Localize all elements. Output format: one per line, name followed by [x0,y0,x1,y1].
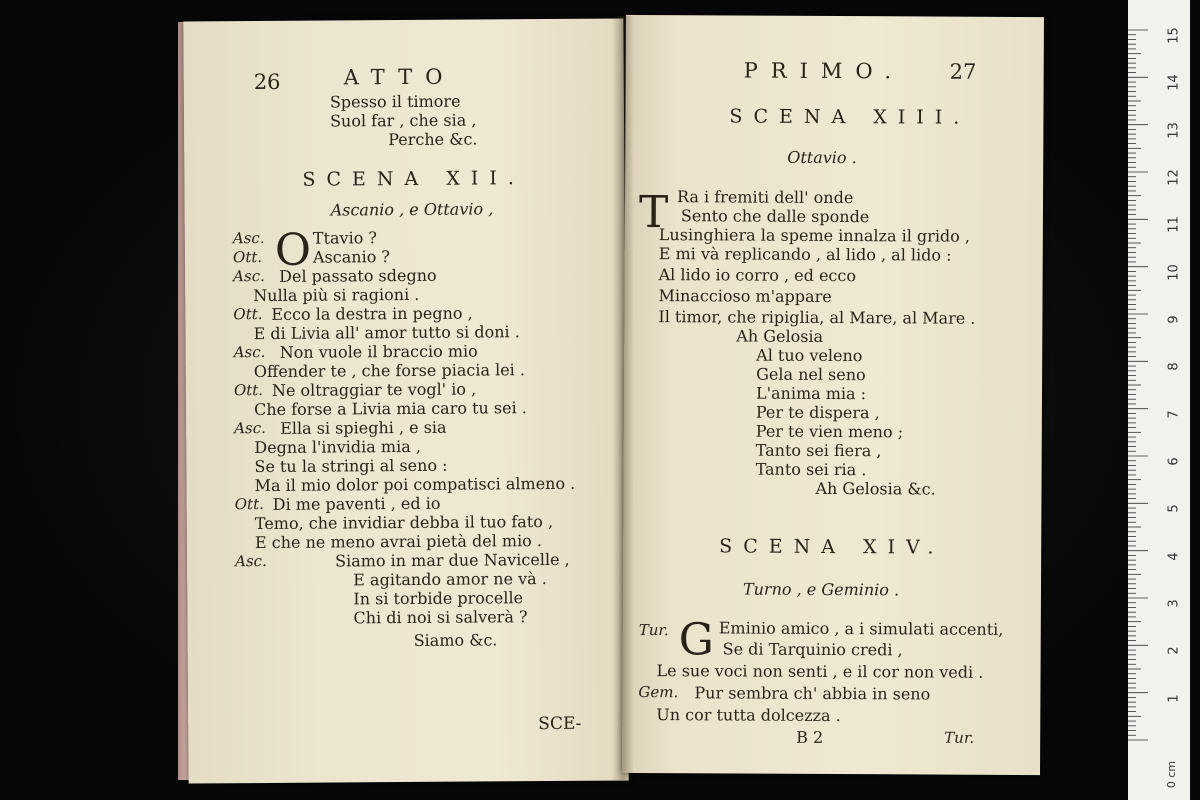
dialogue-line: Pur sembra ch' abbia in seno [694,683,931,704]
ruler-number: 2 [1166,646,1182,655]
measuring-ruler [1128,0,1190,800]
scene-title: SCENA XIV. [719,535,945,559]
dialogue-line: Siamo &c. [413,630,498,650]
dialogue-line: Nulla più si ragioni . [253,284,420,306]
speaker-label: Ott. [233,304,263,324]
verse-line: Ah Gelosia &c. [815,478,936,499]
dialogue-line: Ttavio ? [312,228,378,248]
ruler-number: 7 [1166,410,1182,419]
scene-characters: Turno , e Geminio . [742,579,900,600]
dialogue-line: Del passato sdegno [279,265,437,286]
dialogue-line: In si torbide procelle [353,588,524,609]
verse-line: Il timor, che ripiglia, al Mare, al Mare . [658,307,976,328]
ruler-number: 5 [1166,504,1182,513]
speaker-label: Ott. [232,248,263,267]
left-page [183,18,628,783]
ruler-number: 8 [1166,362,1182,371]
drop-cap: O [274,224,312,276]
running-head: PRIMO. [743,58,905,84]
text-line: Suol far , che sia , [329,110,477,131]
verse-line: Tanto sei ria . [755,459,867,480]
ruler-number: 6 [1166,457,1182,466]
dialogue-line: Ne oltraggiar te vogl' io , [271,379,477,400]
dialogue-line: Le sue voci non senti , e il cor non vedi . [656,661,984,682]
ruler-number: 11 [1166,216,1182,234]
verse-line: Al lido io corro , ed ecco [658,265,857,286]
dialogue-line: Non vuole il braccio mio [279,341,478,362]
verse-line: Al tuo veleno [756,345,863,366]
speaker-label: Asc. [232,228,265,248]
dialogue-line: Siamo in mar due Navicelle , [335,549,570,571]
dialogue-line: Ella si spieghi , e sia [280,417,447,438]
dialogue-line: Un cor tutta dolcezza . [656,705,841,726]
verse-line: Per te dispera , [755,402,880,423]
dialogue-line: Ma il mio dolor poi compatisci almeno . [254,473,576,496]
ruler-number: 3 [1166,599,1182,608]
ruler-number: 12 [1166,169,1182,186]
scene-characters: Ascanio , e Ottavio , [330,199,494,220]
dialogue-line: Chi di noi si salverà ? [353,607,528,628]
verse-line: Sento che dalle sponde [680,206,870,227]
running-head: ATTO [343,64,456,90]
dialogue-line: E agitando amor ne và . [353,569,547,590]
speaker-label: Asc. [233,342,266,362]
right-page [622,15,1044,775]
verse-line: Gela nel seno [756,364,866,385]
ruler-unit-label: 0 cm [1165,760,1179,789]
dialogue-line: Ascanio ? [312,247,391,267]
ruler-number: 14 [1166,74,1182,92]
ruler-number: 4 [1166,552,1182,561]
dialogue-line: Degna l'invidia mia , [254,436,421,458]
dialogue-line: E di Livia all' amor tutto si doni . [253,322,520,344]
dialogue-line: Eminio amico , a i simulati accenti, [718,618,1004,639]
dialogue-line: Temo, che invidiar debba il tuo fato , [254,511,554,534]
scene-title: SCENA XII. [302,167,525,191]
speaker-label: Asc. [235,551,267,571]
speaker-label: Ott. [233,380,264,400]
dialogue-line: Ecco la destra in pegno , [271,303,473,324]
verse-line: Ra i fremiti dell' onde [676,187,854,208]
ruler-number: 1 [1166,694,1182,703]
dialogue-line: Che forse a Livia mia caro tu sei . [253,398,527,420]
dialogue-line: Offender te , che forse piacia lei . [253,360,525,382]
verse-line: Per te vien meno ; [755,421,904,442]
verse-line: Minaccioso m'appare [658,286,832,306]
page-number: 27 [949,59,977,84]
speaker-label: Ott. [234,494,264,514]
dialogue-line: Di me paventi , ed io [272,493,441,514]
verse-line: Lusinghiera la speme innalza il grido , [658,225,971,246]
ruler-number: 10 [1166,263,1182,281]
drop-cap: G [678,614,715,666]
speaker-label: Asc. [234,418,266,438]
dialogue-line: Se di Tarquinio credi , [722,639,903,660]
catchword: Tur. [944,728,975,747]
text-line: Perche &c. [388,129,478,150]
verse-line: Ah Gelosia [736,326,824,346]
ruler-number: 9 [1166,315,1182,324]
text-line: Spesso il timore [329,91,461,112]
verse-line: L'anima mia : [755,383,867,404]
ruler-number: 15 [1166,27,1182,44]
scene-characters: Ottavio . [787,147,857,168]
signature-mark: B 2 [796,727,824,747]
book-gutter [612,16,634,780]
page-number: 26 [253,69,281,95]
speaker-label: Asc. [233,266,265,286]
ruler-number: 13 [1166,121,1182,139]
speaker-label: Tur. [638,620,669,640]
catchword: SCE- [538,713,582,735]
drop-cap: T [638,186,669,239]
dialogue-line: Se tu la stringi al seno : [254,455,448,477]
scene-title: SCENA XIII. [729,105,971,129]
dialogue-line: E che ne meno avrai pietà del mio . [254,531,543,553]
verse-line: E mi và replicando , al lido , al lido : [658,244,952,265]
speaker-label: Gem. [638,682,679,702]
verse-line: Tanto sei fiera , [755,440,882,461]
